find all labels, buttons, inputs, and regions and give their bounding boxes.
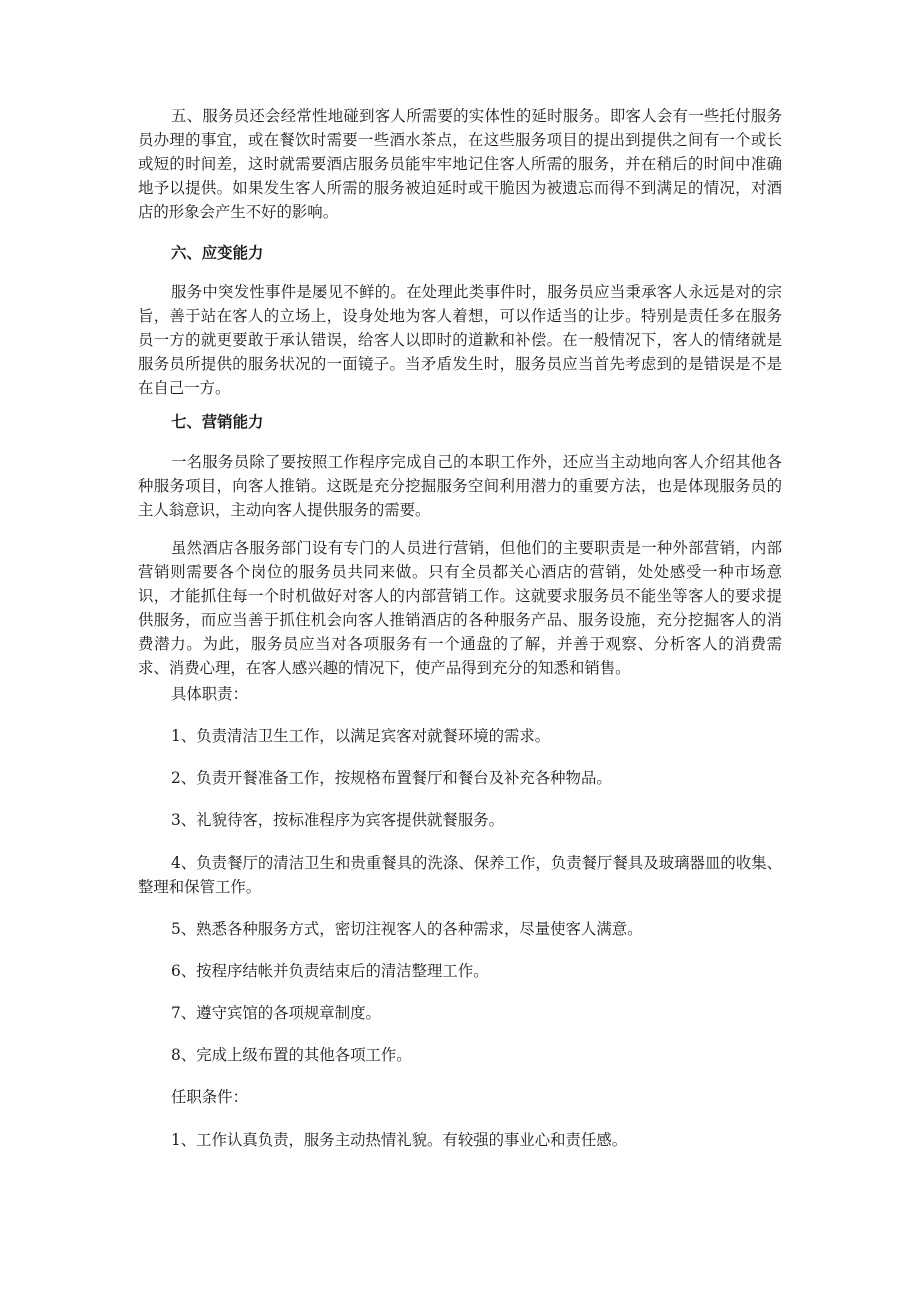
qualifications-heading: 任职条件：: [171, 1088, 248, 1106]
duty-item-8: 8、完成上级布置的其他各项工作。: [171, 1046, 412, 1064]
section-7-paragraph-2: 虽然酒店各服务部门设有专门的人员进行营销，但他们的主要职责是一种外部营销，内部营销则需要各个岗位的服务员共同来做。只有全员都关心酒店的营销，处处感受一种市场意识，才能抓住每一个时机做好对客人的内部营销工作。这就要求服务员不能坐等客人的要求提供服务，而应当善于抓住机会向客人推销酒店的各种服务产品、服务设施，充分挖掘客人的消费潜力。为此，服务员应当对各项服务有一个通盘的了解，并善于观察、分析客人的消费需求、消费心理，在客人感兴趣的情况下，使产品得到充分的知悉和销售。: [138, 539, 782, 677]
duty-item-3: 3、礼貌待客，按标准程序为宾客提供就餐服务。: [171, 811, 504, 829]
section-7-paragraph-1: 一名服务员除了要按照工作程序完成自己的本职工作外，还应当主动地向客人介绍其他各种服务项目，向客人推销。这既是充分挖掘服务空间利用潜力的重要方法，也是体现服务员的主人翁意识，主动向客人提供服务的需要。: [138, 453, 782, 519]
duty-item-2: 2、负责开餐准备工作，按规格布置餐厅和餐台及补充各种物品。: [171, 769, 612, 787]
duty-item-4: 4、负责餐厅的清洁卫生和贵重餐具的洗涤、保养工作，负责餐厅餐具及玻璃器皿的收集、整理和保管工作。: [138, 854, 782, 896]
duty-item-1: 1、负责清洁卫生工作，以满足宾客对就餐环境的需求。: [171, 727, 551, 745]
duty-item-5: 5、熟悉各种服务方式，密切注视客人的各种需求，尽量使客人满意。: [171, 920, 643, 938]
section-6-paragraph: 服务中突发性事件是屡见不鲜的。在处理此类事件时，服务员应当秉承客人永远是对的宗旨，善于站在客人的立场上，设身处地为客人着想，可以作适当的让步。特别是责任多在服务员一方的就更要敢于承认错误，给客人以即时的道歉和补偿。在一般情况下，客人的情绪就是服务员所提供的服务状况的一面镜子。当矛盾发生时，服务员应当首先考虑到的是错误是不是在自己一方。: [138, 283, 782, 397]
duty-item-6: 6、按程序结帐并负责结束后的清洁整理工作。: [171, 962, 489, 980]
duty-item-7: 7、遵守宾馆的各项规章制度。: [171, 1004, 381, 1022]
qualification-item-1: 1、工作认真负责，服务主动热情礼貌。有较强的事业心和责任感。: [171, 1131, 628, 1149]
duties-heading: 具体职责：: [171, 685, 248, 703]
section-5-paragraph: 五、服务员还会经常性地碰到客人所需要的实体性的延时服务。即客人会有一些托付服务员办理的事宜，或在餐饮时需要一些酒水茶点，在这些服务项目的提出到提供之间有一个或长或短的时间差，这时就需要酒店服务员能牢牢地记住客人所需的服务，并在稍后的时间中准确地予以提供。如果发生客人所需的服务被迫延时或干脆因为被遗忘而得不到满足的情况，对酒店的形象会产生不好的影响。: [138, 107, 782, 221]
section-6-heading: 六、应变能力: [171, 244, 264, 262]
section-7-heading: 七、营销能力: [171, 413, 264, 431]
